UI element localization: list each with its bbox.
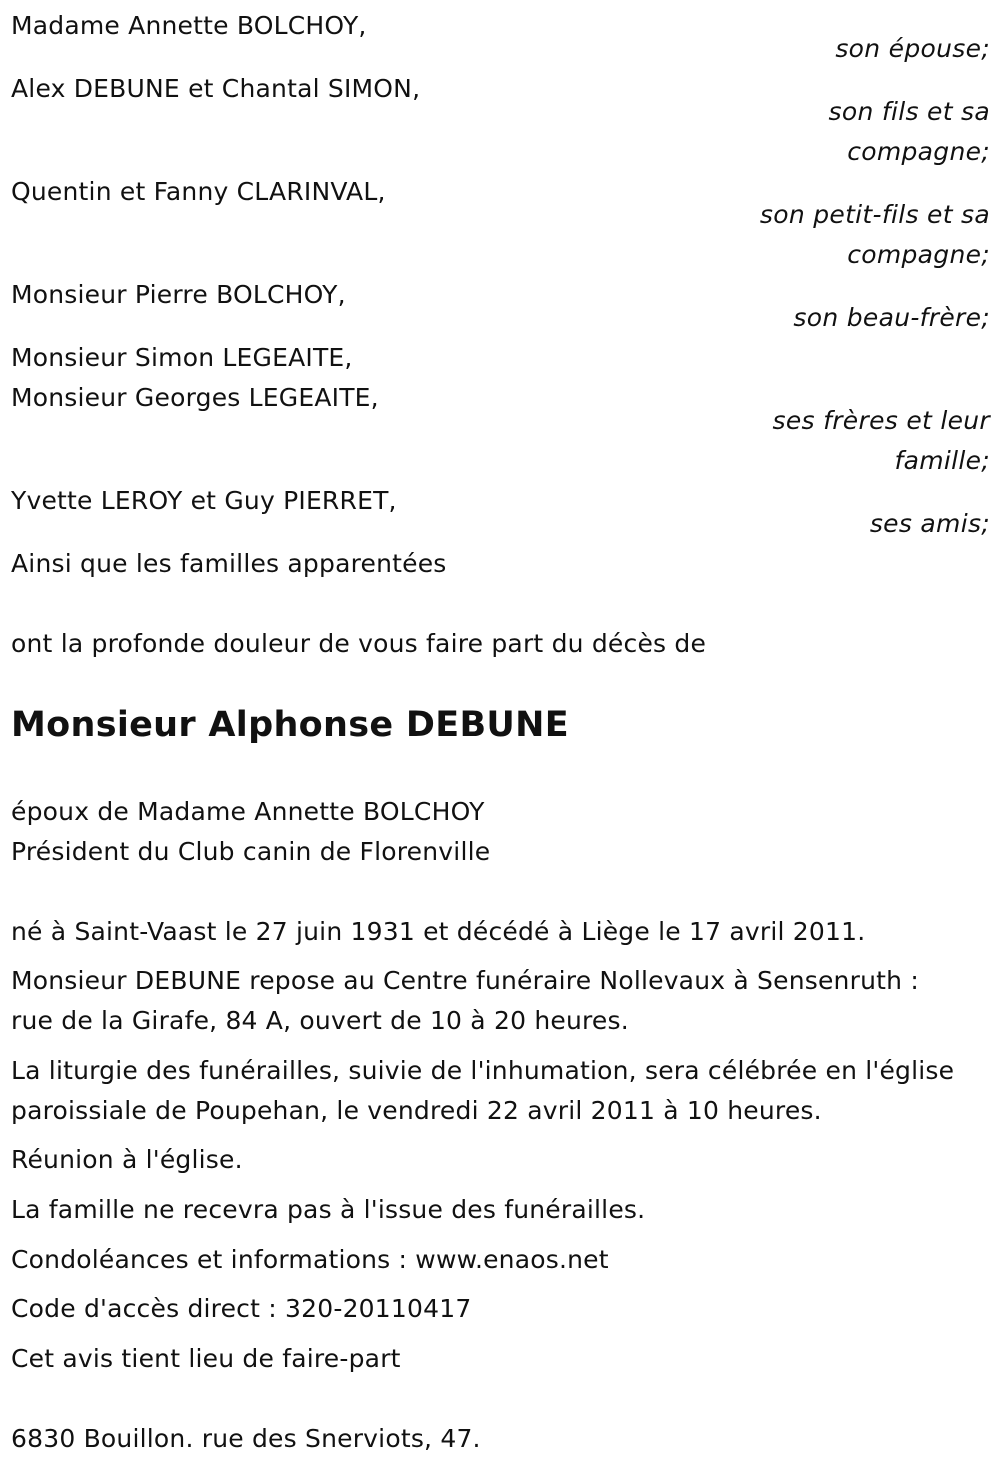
family-relation-3a: son petit-fils et sa	[759, 200, 990, 229]
condolences: Condoléances et informations : www.enaos.net	[11, 1245, 609, 1274]
deceased-name: Monsieur Alphonse DEBUNE	[11, 705, 569, 745]
family-relation-6: ses amis;	[869, 509, 990, 538]
family-relation-2b: compagne;	[847, 137, 990, 166]
family-relation-4: son beau-frère;	[793, 303, 990, 332]
title-spouse: époux de Madame Annette BOLCHOY	[11, 797, 485, 826]
family-name-2: Alex DEBUNE et Chantal SIMON,	[11, 74, 421, 103]
family-name-5b: Monsieur Georges LEGEAITE,	[11, 383, 379, 412]
meeting: Réunion à l'église.	[11, 1145, 243, 1174]
announcement: ont la profonde douleur de vous faire part du décès de	[11, 629, 707, 658]
repose-line-1: Monsieur DEBUNE repose au Centre funéraire Nollevaux à Sensenruth :	[11, 966, 919, 995]
family-name-3: Quentin et Fanny CLARINVAL,	[11, 177, 386, 206]
family-relation-5a: ses frères et leur	[772, 406, 990, 435]
liturgy-line-1: La liturgie des funérailles, suivie de l'inhumation, sera célébrée en l'église	[11, 1056, 955, 1085]
birth-death: né à Saint-Vaast le 27 juin 1931 et décédé à Liège le 17 avril 2011.	[11, 917, 866, 946]
family-name-1: Madame Annette BOLCHOY,	[11, 11, 367, 40]
family-relation-5b: famille;	[894, 446, 990, 475]
notice: Cet avis tient lieu de faire-part	[11, 1344, 401, 1373]
family-relation-1: son épouse;	[835, 34, 990, 63]
family-relation-2a: son fils et sa	[828, 97, 990, 126]
repose-line-2: rue de la Girafe, 84 A, ouvert de 10 à 20 heures.	[11, 1006, 629, 1035]
no-reception: La famille ne recevra pas à l'issue des funérailles.	[11, 1195, 646, 1224]
family-name-6: Yvette LEROY et Guy PIERRET,	[11, 486, 397, 515]
address: 6830 Bouillon. rue des Snerviots, 47.	[11, 1424, 481, 1453]
families-line: Ainsi que les familles apparentées	[11, 549, 447, 578]
title-president: Président du Club canin de Florenville	[11, 837, 491, 866]
family-relation-3b: compagne;	[847, 240, 990, 269]
family-name-5a: Monsieur Simon LEGEAITE,	[11, 343, 353, 372]
access-code: Code d'accès direct : 320-20110417	[11, 1294, 472, 1323]
liturgy-line-2: paroissiale de Poupehan, le vendredi 22 avril 2011 à 10 heures.	[11, 1096, 822, 1125]
family-name-4: Monsieur Pierre BOLCHOY,	[11, 280, 346, 309]
